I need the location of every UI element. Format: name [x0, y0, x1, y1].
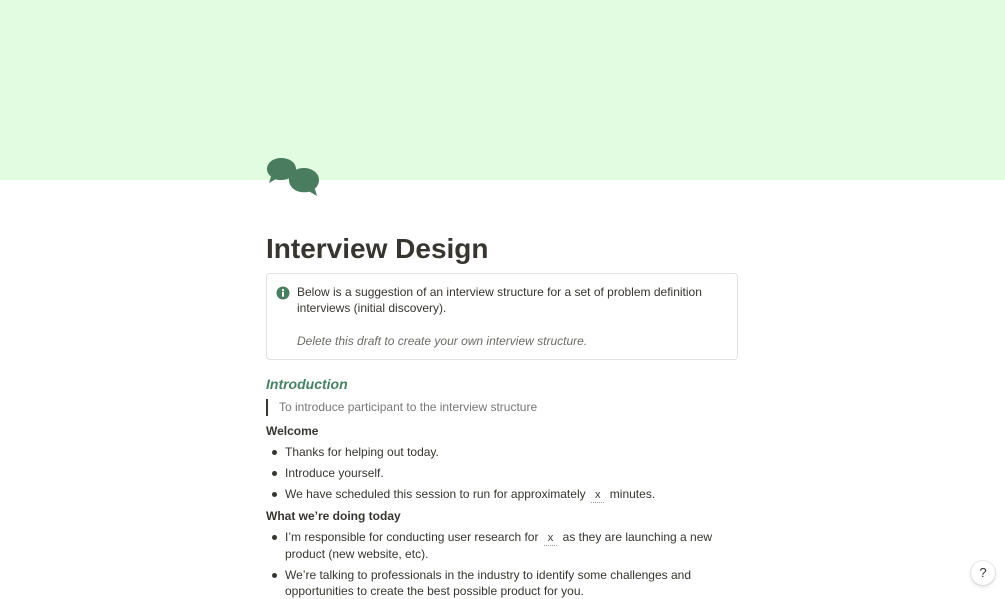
schedule-text-after: minutes.: [609, 487, 656, 501]
company-variable[interactable]: x: [544, 531, 558, 546]
list-item[interactable]: Introduce yourself.: [266, 465, 738, 481]
welcome-list: [266, 444, 738, 503]
introduction-heading[interactable]: Introduction: [266, 376, 348, 392]
schedule-text-before: We have scheduled this session to run for approximately: [285, 487, 586, 501]
today-list: [266, 529, 738, 599]
research-text-before: I’m responsible for conducting user research for: [285, 530, 539, 544]
info-callout[interactable]: [266, 273, 738, 360]
help-button[interactable]: ?: [971, 561, 995, 585]
welcome-heading[interactable]: Welcome: [266, 424, 319, 438]
today-heading[interactable]: What we’re doing today: [266, 509, 401, 523]
speech-bubbles-icon[interactable]: [266, 156, 322, 200]
info-icon: [276, 286, 290, 300]
list-item[interactable]: [266, 486, 738, 503]
list-item[interactable]: Thanks for helping out today.: [266, 444, 738, 460]
introduction-quote[interactable]: To introduce participant to the interview structure: [266, 399, 537, 416]
page-title[interactable]: Interview Design: [266, 233, 489, 264]
research-text-after: as they are launching a new product (new website, etc).: [285, 530, 713, 561]
page-cover[interactable]: [0, 0, 1005, 180]
list-item[interactable]: [266, 529, 738, 562]
callout-note[interactable]: Delete this draft to create your own interview structure.: [297, 334, 588, 348]
callout-text[interactable]: Below is a suggestion of an interview structure for a set of problem definition interviews (initial discovery).: [297, 285, 702, 315]
duration-variable[interactable]: x: [591, 488, 605, 503]
list-item[interactable]: We’re talking to professionals in the industry to identify some challenges and opportunities to create the best possible product for you.: [266, 567, 738, 599]
